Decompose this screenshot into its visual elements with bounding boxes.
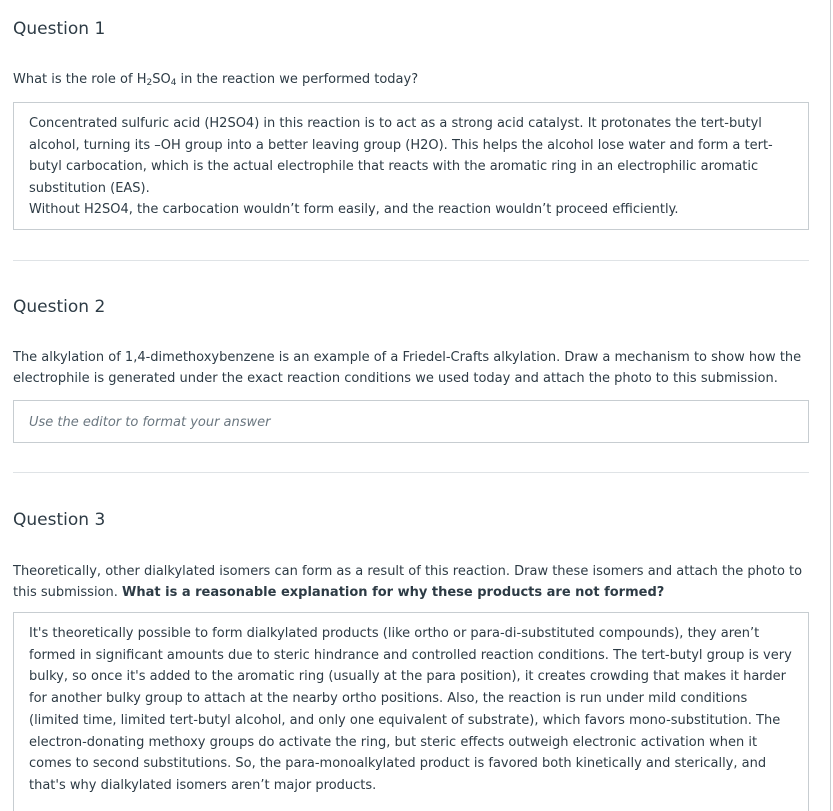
question-3-answer-editor[interactable] [13, 612, 809, 811]
question-divider [13, 472, 809, 473]
question-2-answer-editor[interactable] [13, 400, 809, 443]
question-3-prompt: Theoretically, other dialkylated isomers can form as a result of this reaction. Draw these isomers and attach the photo to this submission. What is a reasonable explanation for why these products are not formed? [13, 564, 803, 600]
question-3-answer-text[interactable]: It's theoretically possible to form dialkylated products (like ortho or para-di-substituted compounds), they aren’t formed in significant amounts due to steric hindrance and controlled reaction conditions. The tert-butyl group is very bulky, so once it's added to the aromatic ring (usually at the para position), it creates crowding that makes it harder for another bulky group to attach at the nearby ortho positions. Also, the reaction is run under mild conditions (limited time, limited tert-butyl alcohol, and only one equivalent of substrate), which favors mono-substitution. The electron-donating methoxy groups do activate the ring, but steric effects outweigh electronic activation when it comes to second substitutions. So, the para-monoalkylated product is favored both kinetically and sterically, and that's why dialkylated isomers aren’t major products. [29, 626, 792, 793]
answer-placeholder: Use the editor to format your answer [29, 415, 271, 430]
answer-paragraph: Concentrated sulfuric acid (H2SO4) in this reaction is to act as a strong acid catalyst. It protonates the tert-butyl alcohol, turning its –OH group into a better leaving group (H2O). This helps the alcohol lose water and form a tert-butyl carbocation, which is the actual electrophile that reacts with the aromatic ring in an electrophilic aromatic substitution (EAS). [29, 116, 773, 196]
question-1-answer-editor[interactable] [13, 102, 809, 230]
question-2-title: Question 2 [13, 297, 106, 317]
answer-paragraph: Without H2SO4, the carbocation wouldn’t form easily, and the reaction wouldn’t proceed efficiently. [29, 202, 679, 217]
question-1-title: Question 1 [13, 19, 106, 39]
question-2-prompt: The alkylation of 1,4-dimethoxybenzene is an example of a Friedel-Crafts alkylation. Draw a mechanism to show how the electrophile is generated under the exact reaction conditions we used today and attach the photo to this submission. [13, 350, 802, 386]
question-1-prompt: What is the role of $H_2SO_4$ in the reaction we performed today? [13, 72, 419, 88]
question-divider [13, 260, 809, 261]
question-3-title: Question 3 [13, 510, 106, 530]
question-1-answer-text[interactable] [29, 113, 795, 221]
